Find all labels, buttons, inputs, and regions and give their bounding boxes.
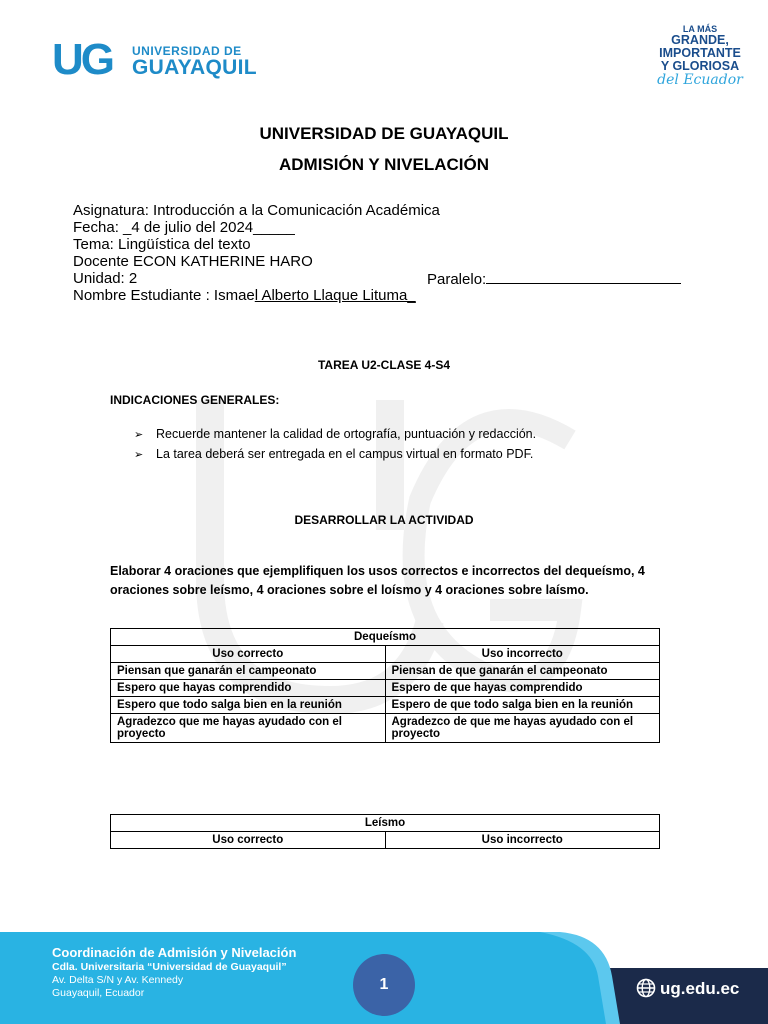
slogan-line5: del Ecuador <box>657 72 743 88</box>
fecha-text: Fecha: _4 de julio del 2024 <box>73 219 254 236</box>
table-cell: Espero de que hayas comprendido <box>385 680 660 697</box>
column-header: Uso incorrecto <box>385 646 660 663</box>
footer-line2: Cdla. Universitaria “Universidad de Guayaquil” <box>52 961 287 973</box>
list-item <box>134 445 536 465</box>
list-item <box>134 425 536 445</box>
unidad-line <box>73 270 487 288</box>
page-number: 1 <box>353 954 415 1016</box>
footer-line4: Guayaquil, Ecuador <box>52 987 145 999</box>
bullet-text: La tarea deberá ser entregada en el campus virtual en formato PDF. <box>156 447 534 461</box>
fecha-blank: _____ <box>253 219 295 236</box>
docente-line: Docente ECON KATHERINE HARO <box>73 253 313 270</box>
table-title: Leísmo <box>111 815 660 832</box>
ug-logo-line2: GUAYAQUIL <box>132 56 257 79</box>
info-block <box>73 202 487 304</box>
table-row <box>111 697 660 714</box>
table-cell: Espero de que todo salga bien en la reunión <box>385 697 660 714</box>
ug-logo <box>52 35 257 84</box>
estudiante-name: l Alberto Llaque Lituma_ <box>254 287 416 304</box>
dequeismo-table <box>110 628 660 743</box>
estudiante-prefix: Nombre Estudiante : Ismae <box>73 287 255 304</box>
table-cell: Piensan que ganarán el campeonato <box>111 663 386 680</box>
desarrollar-heading: DESARROLLAR LA ACTIVIDAD <box>294 513 474 527</box>
slogan-line3: IMPORTANTE <box>659 46 741 60</box>
estudiante-line <box>73 287 440 304</box>
website-link[interactable] <box>636 978 739 999</box>
slogan-logo <box>652 24 748 94</box>
footer-address <box>52 944 296 1000</box>
arrow-bullet-icon: ➢ <box>134 449 144 461</box>
tema-line: Tema: Lingüística del texto <box>73 236 251 253</box>
bullet-text: Recuerde mantener la calidad de ortografía, puntuación y redacción. <box>156 427 537 441</box>
arrow-bullet-icon: ➢ <box>134 429 144 441</box>
footer-line1: Coordinación de Admisión y Nivelación <box>52 945 297 960</box>
paralelo-field <box>427 270 681 288</box>
document-title: UNIVERSIDAD DE GUAYAQUIL <box>259 124 509 143</box>
asignatura-line: Asignatura: Introducción a la Comunicación Académica <box>73 202 440 219</box>
ug-logo-mark: UG <box>52 35 112 84</box>
elaborar-paragraph: Elaborar 4 oraciones que ejemplifiquen los usos correctos e incorrectos del dequeísmo, 4 oraciones sobre leísmo, 4 oraciones sobre el loísmo y 4 oraciones sobre laísmo. <box>110 564 645 597</box>
indicaciones-heading: INDICACIONES GENERALES: <box>110 393 280 407</box>
table-row <box>111 714 660 743</box>
paralelo-blank-line <box>486 270 681 284</box>
ug-logo-line1: UNIVERSIDAD DE <box>132 44 242 58</box>
website-text: ug.edu.ec <box>660 979 740 998</box>
table-cell: Espero que todo salga bien en la reunión <box>111 697 386 714</box>
footer-line3: Av. Delta S/N y Av. Kennedy <box>52 974 184 986</box>
table-title: Dequeísmo <box>111 629 660 646</box>
slogan-line1: LA MÁS <box>682 24 718 34</box>
bullet-list <box>134 425 536 465</box>
table-cell: Agradezco de que me hayas ayudado con el proyecto <box>385 714 660 743</box>
leismo-table <box>110 814 660 849</box>
document-subtitle: ADMISIÓN Y NIVELACIÓN <box>278 155 489 174</box>
unidad-text: Unidad: 2 <box>73 270 138 287</box>
column-header: Uso correcto <box>111 832 386 849</box>
paralelo-label: Paralelo: <box>427 271 487 288</box>
tarea-heading: TAREA U2-CLASE 4-S4 <box>317 358 451 372</box>
fecha-line <box>73 219 440 236</box>
slogan-line4: Y GLORIOSA <box>660 59 740 73</box>
table-cell: Piensan de que ganarán el campeonato <box>385 663 660 680</box>
table-row <box>111 680 660 697</box>
table-cell: Agradezco que me hayas ayudado con el proyecto <box>111 714 386 743</box>
table-row <box>111 663 660 680</box>
column-header: Uso incorrecto <box>385 832 660 849</box>
globe-icon <box>636 978 656 998</box>
column-header: Uso correcto <box>111 646 386 663</box>
slogan-line2: GRANDE, <box>671 33 729 47</box>
table-cell: Espero que hayas comprendido <box>111 680 386 697</box>
